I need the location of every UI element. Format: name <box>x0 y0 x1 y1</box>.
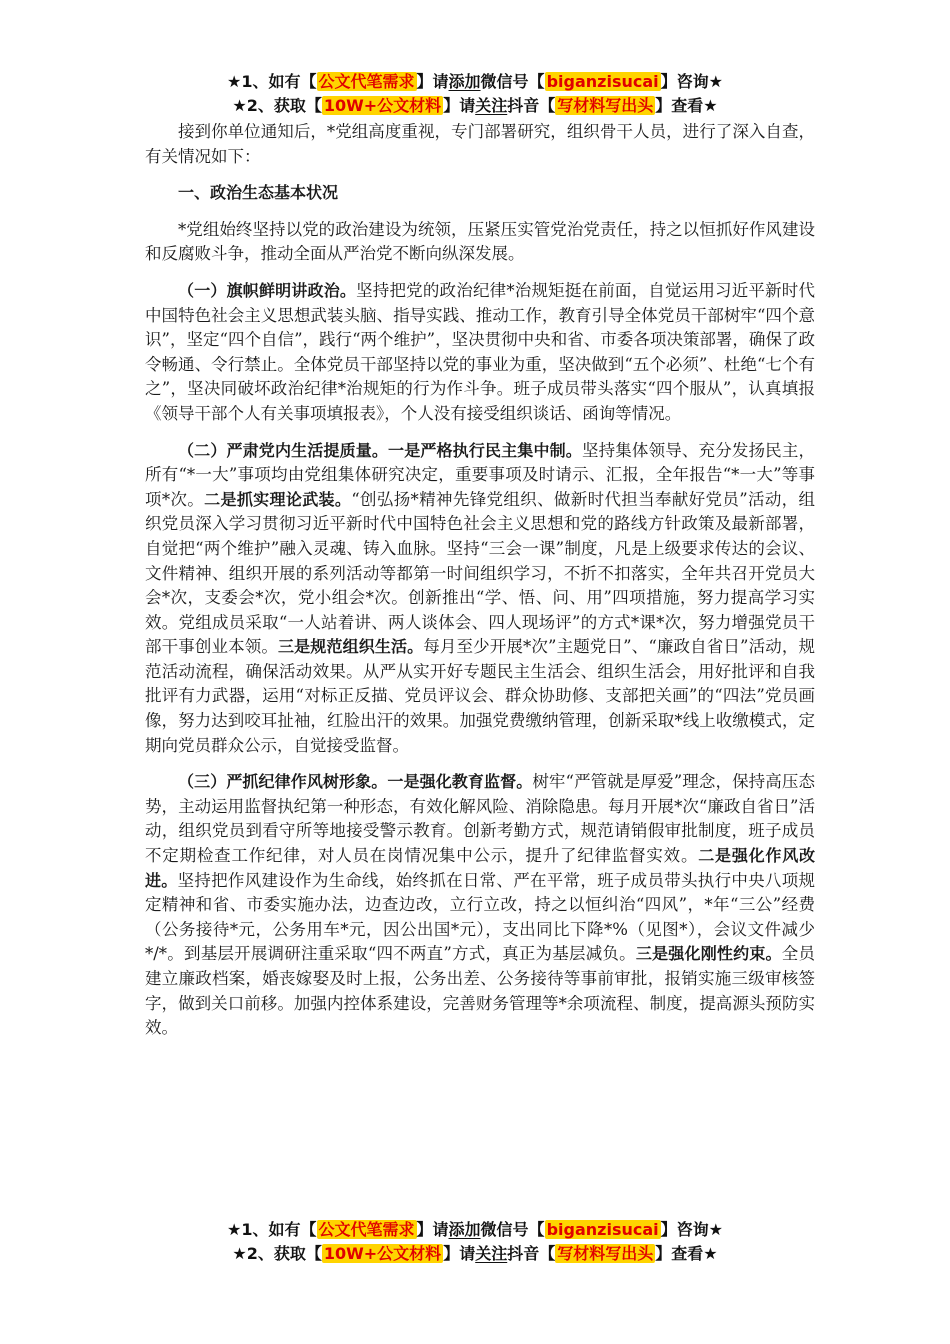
promo-text: 】请 <box>416 1220 449 1239</box>
promo-text: 微信号【 <box>480 1220 545 1239</box>
promo-banner-top <box>0 70 950 118</box>
promo-text: 抖音【 <box>507 1244 556 1263</box>
promo-line-1 <box>0 1218 950 1242</box>
promo-text: ★2、获取【 <box>232 96 322 115</box>
point-title: 三是强化刚性约束。 <box>635 944 782 964</box>
point-title: 一是严格执行民主集中制。 <box>388 440 582 460</box>
promo-text: 】请 <box>443 1244 476 1263</box>
promo-banner-bottom <box>0 1218 950 1266</box>
paragraph-text: “创弘扬*精神先锋党组织、做新时代担当奉献好党员”活动，组织党员深入学习贯彻习近平新时代中国特色社会主义思想和党的路线方针政策及最新部署，自觉把“两个维护”融入灵魂、铸入血脉。坚持“三会一课”制度，凡是上级要求传达的会议、文件精神、组织开展的系列活动等都第一时间组织学习，不折不扣落实，全年共召开党员大会*次，支委会*次，党小组会*次。创新推出“学、悟、问、用”四项措施，努力提高学习实效。党组成员采取“一人站着讲、两人谈体会、四人现场评”的方式*课*次，努力增强党员干部干事创业本领。 <box>145 489 816 657</box>
intro-paragraph: 接到你单位通知后，*党组高度重视，专门部署研究，组织骨干人员，进行了深入自查，有关情况如下： <box>145 122 815 166</box>
promo-line-2 <box>0 1242 950 1266</box>
promo-text: 】请 <box>416 72 449 91</box>
highlight-materials: 10W+公文材料 <box>323 1244 442 1263</box>
promo-text: ★1、如有【 <box>227 1220 317 1239</box>
promo-text: 】咨询★ <box>660 1220 723 1239</box>
promo-text: ★2、获取【 <box>232 1244 322 1263</box>
promo-emphasis: 添加 <box>448 1220 481 1239</box>
promo-emphasis: 添加 <box>448 72 481 91</box>
highlight-douyin-id: 写材料写出头 <box>557 1244 654 1263</box>
paragraph-text: 树牢“严管就是厚爱”理念，保持高压态势，主动运用监督执纪第一种形态，有效化解风险、消除隐患。每月开展*次“廉政自省日”活动，组织党员到看守所等地接受警示教育。创新考勤方式，规范请销假审批制度，班子成员不定期检查工作纪律，对人员在岗情况集中公示，提升了纪律监督实效。 <box>145 772 815 866</box>
paragraph-politics <box>145 279 815 427</box>
paragraph-text: 坚持把党的政治纪律*治规矩挺在前面，自觉运用习近平新时代中国特色社会主义思想武装头脑、指导实践、推动工作，教育引导全体党员干部树牢“四个意识”，坚定“四个自信”，践行“两个维护”，坚决贯彻中央和省、市委各项决策部署，确保了政令畅通、令行禁止。全体党员干部坚持以党的事业为重，坚决做到“五个必须”、杜绝“七个有之”，坚决同破坏政治纪律*治规矩的行为作斗争。班子成员带头落实“四个服从”，认真填报《领导干部个人有关事项填报表》，个人没有接受组织谈话、函询等情况。 <box>145 280 815 423</box>
point-title: 一是强化教育监督。 <box>387 772 533 792</box>
highlight-service: 公文代笔需求 <box>318 1220 415 1239</box>
promo-line-1 <box>0 70 950 94</box>
paragraph-discipline <box>145 770 815 1041</box>
section-intro-paragraph: *党组始终坚持以党的政治建设为统领，压紧压实管党治党责任，持之以恒抓好作风建设和反腐败斗争，推动全面从严治党不断向纵深发展。 <box>145 219 815 264</box>
promo-line-2 <box>0 94 950 118</box>
promo-text: 】查看★ <box>655 96 718 115</box>
point-title: 二是强化作风改进。 <box>145 846 815 890</box>
promo-text: 抖音【 <box>507 96 556 115</box>
section-title: 一、政治生态基本状况 <box>178 183 339 203</box>
highlight-douyin-id: 写材料写出头 <box>557 96 654 115</box>
subsection-title: （三）严抓纪律作风树形象。 <box>178 772 388 792</box>
highlight-service: 公文代笔需求 <box>318 72 415 91</box>
promo-text: 】咨询★ <box>660 72 723 91</box>
subsection-title: （二）严肃党内生活提质量。 <box>178 440 389 460</box>
promo-text: 微信号【 <box>480 72 545 91</box>
paragraph-text: 每月至少开展*次”主题党日”、“廉政自省日”活动，规范活动流程，确保活动效果。从严从实开好专题民主生活会、组织生活会，用好批评和自我批评有力武器，运用“对标正反描、党员评议会、群众协助修、支部把关画”的“四法”党员画像，努力达到咬耳扯袖，红脸出汗的效果。加强党费缴纳管理，创新采取*线上收缴模式，定期向党员群众公示，自觉接受监督。 <box>145 637 815 755</box>
subsection-title: （一）旗帜鲜明讲政治。 <box>178 280 357 300</box>
promo-text: 】请 <box>443 96 476 115</box>
point-title: 二是抓实理论武装。 <box>204 489 352 509</box>
promo-text: ★1、如有【 <box>227 72 317 91</box>
document-body <box>145 120 815 1041</box>
paragraph-text: 坚持集体领导、充分发扬民主，所有“*一大”事项均由党组集体研究决定，重要事项及时请示、汇报，全年报告“*一大”等事项*次。 <box>145 440 815 509</box>
promo-emphasis: 关注 <box>475 1244 508 1263</box>
highlight-materials: 10W+公文材料 <box>323 96 442 115</box>
promo-text: 】查看★ <box>655 1244 718 1263</box>
paragraph-text: 坚持把作风建设作为生命线，始终抓在日常、严在平常，班子成员带头执行中央八项规定精神和省、市委实施办法，边查边改，立行立改，持之以恒纠治“四风”，*年“三公”经费（公务接待*元，公务用车*元，因公出国*元），支出同比下降*%（见图*），会议文件减少*/*。到基层开展调研注重采取“四不两直”方式，真正为基层减负。 <box>145 870 815 964</box>
highlight-wechat-id: biganzisucai <box>546 1220 659 1239</box>
point-title: 三是规范组织生活。 <box>278 637 424 657</box>
promo-emphasis: 关注 <box>475 96 508 115</box>
paragraph-party-life <box>145 439 815 759</box>
highlight-wechat-id: biganzisucai <box>546 72 659 91</box>
paragraph-text: 全员建立廉政档案，婚丧嫁娶及时上报，公务出差、公务接待等事前审批，报销实施三级审核签字，做到关口前移。加强内控体系建设，完善财务管理等*余项流程、制度，提高源头预防实效。 <box>145 944 815 1038</box>
section-heading <box>145 181 815 206</box>
